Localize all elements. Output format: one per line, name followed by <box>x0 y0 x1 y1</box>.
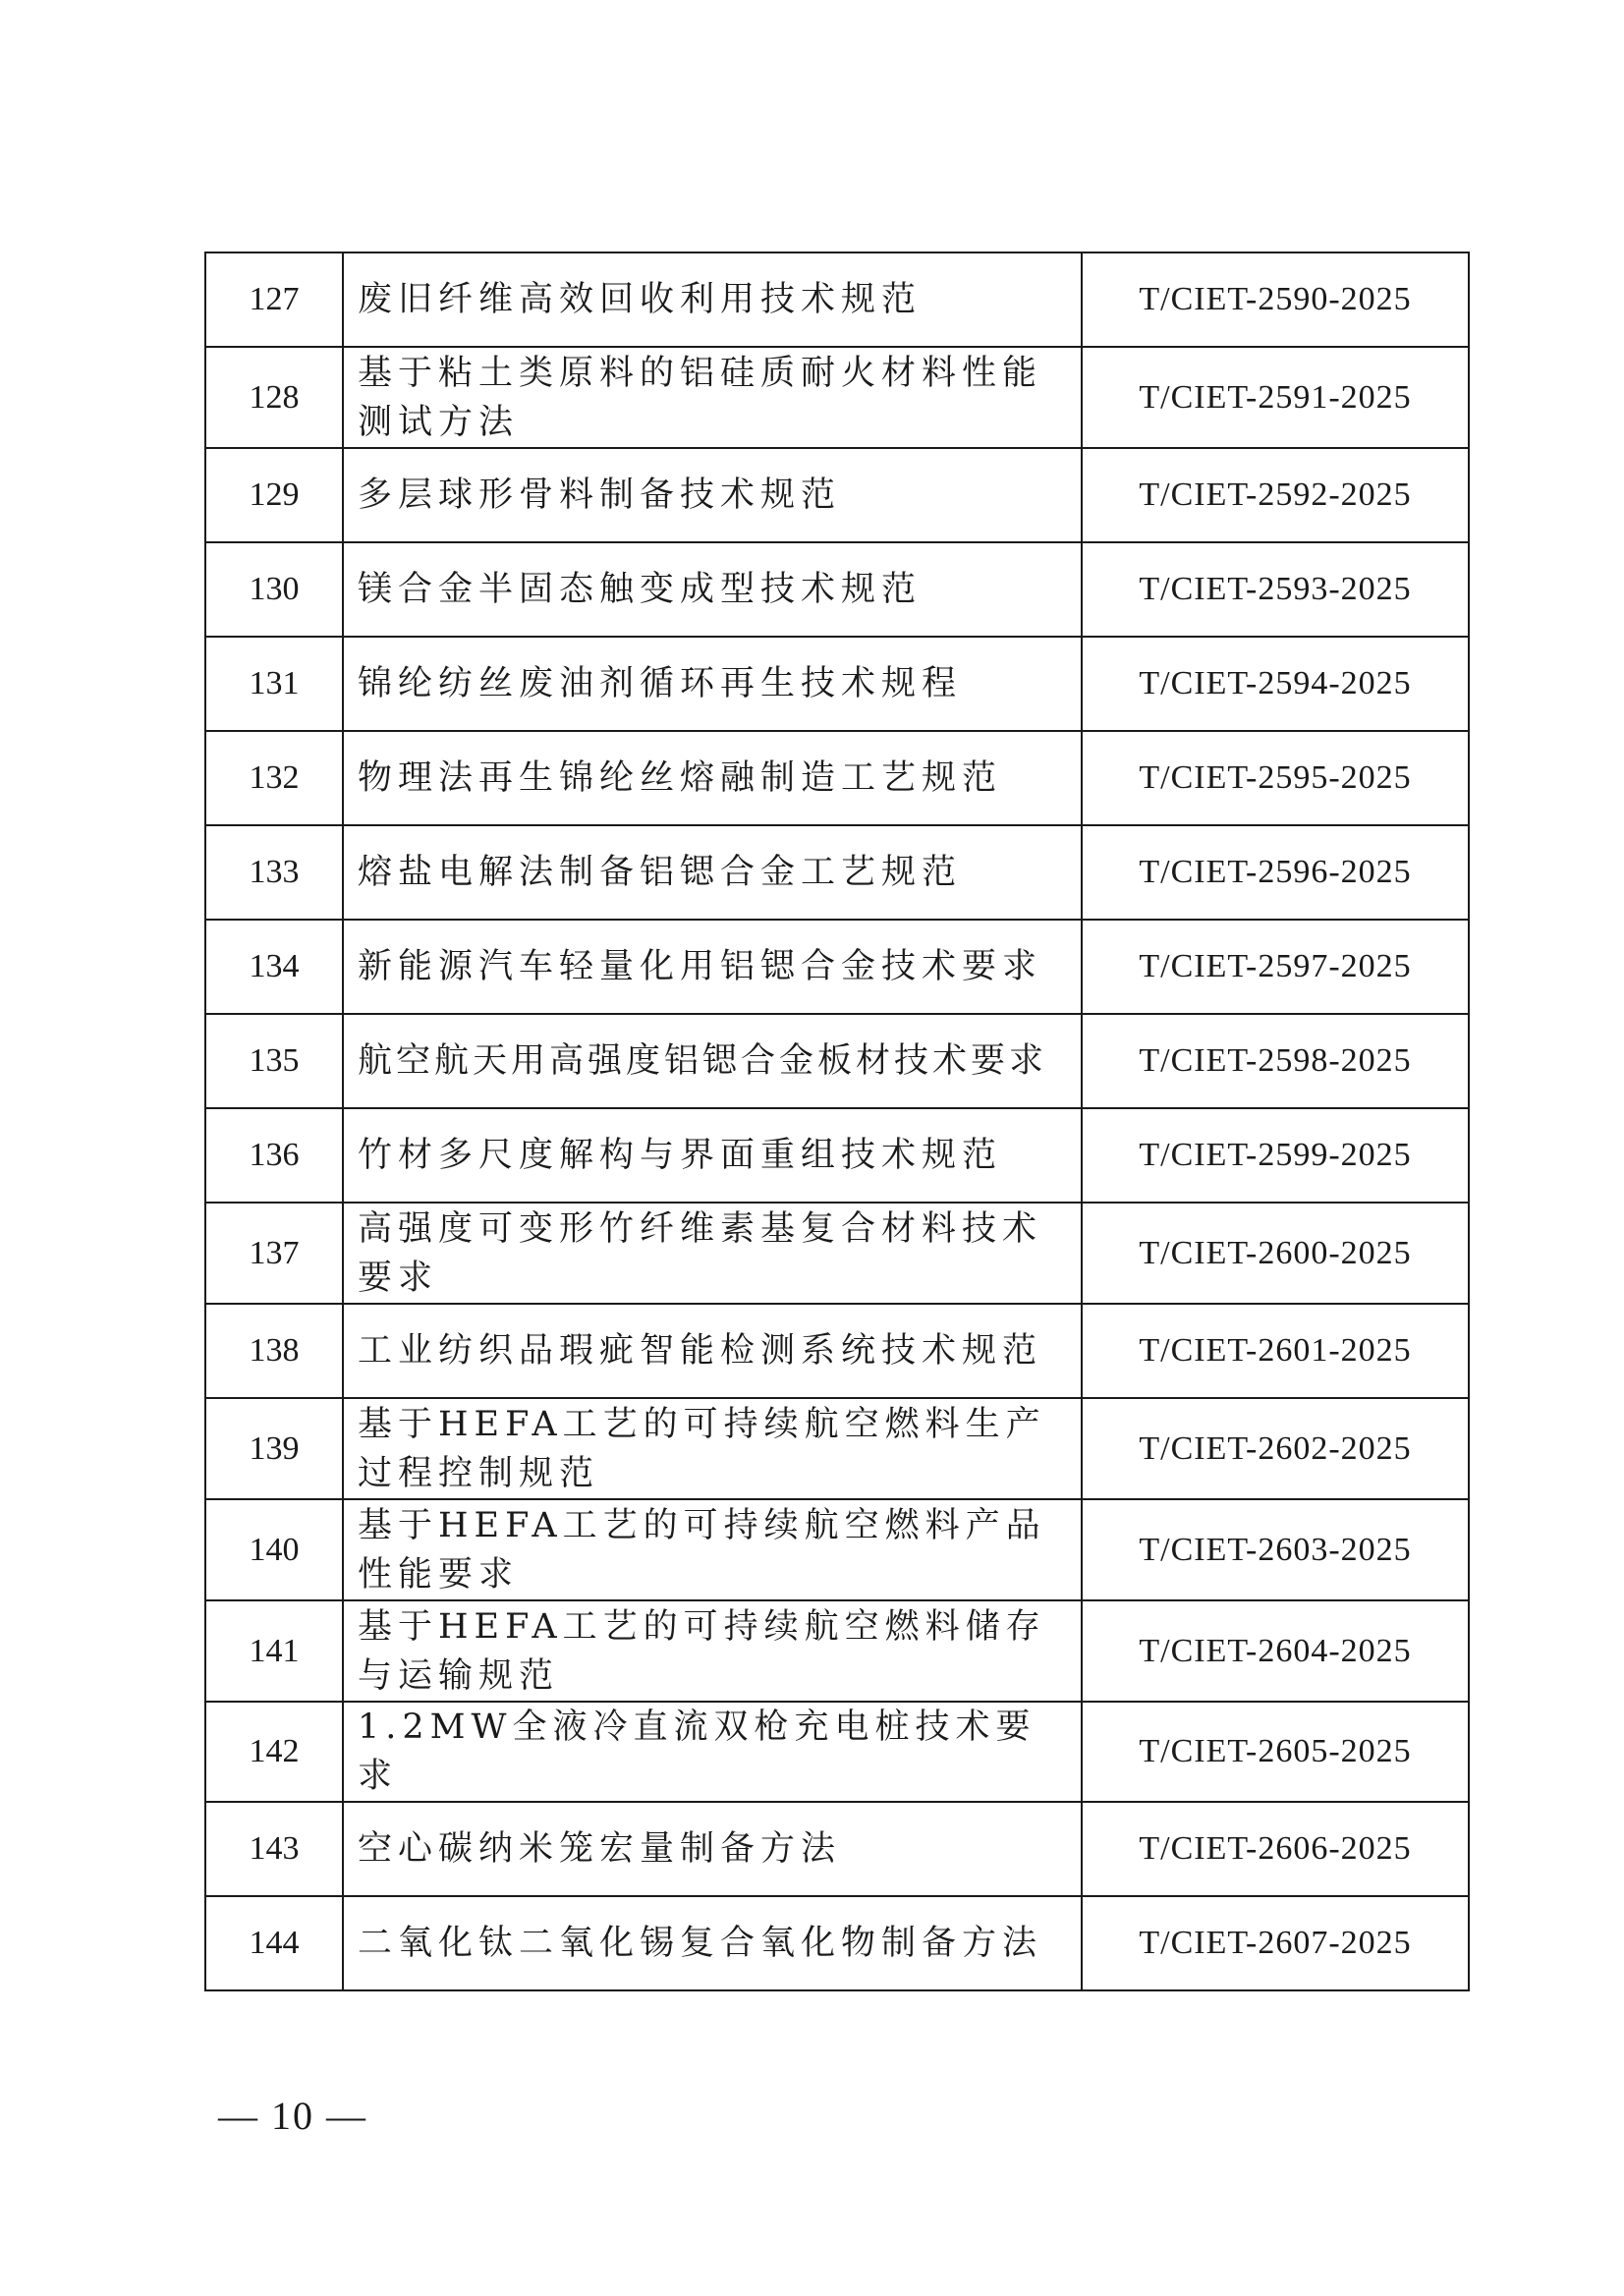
standard-name: 空心碳纳米笼宏量制备方法 <box>343 1802 1082 1896</box>
table-row <box>205 1702 1469 1802</box>
table-row <box>205 1499 1469 1600</box>
standards-table <box>204 252 1470 1991</box>
row-number: 143 <box>205 1802 343 1896</box>
table-row <box>205 1203 1469 1304</box>
standard-code: T/CIET-2606-2025 <box>1082 1802 1469 1896</box>
table-row <box>205 1802 1469 1896</box>
table-row <box>205 731 1469 825</box>
row-number: 139 <box>205 1398 343 1499</box>
standard-code: T/CIET-2597-2025 <box>1082 920 1469 1014</box>
standard-code: T/CIET-2592-2025 <box>1082 448 1469 542</box>
standard-code: T/CIET-2594-2025 <box>1082 637 1469 731</box>
standard-name: 航空航天用高强度铝锶合金板材技术要求 <box>343 1014 1082 1108</box>
standard-name: 基于HEFA工艺的可持续航空燃料产品性能要求 <box>343 1499 1082 1600</box>
standard-code: T/CIET-2591-2025 <box>1082 347 1469 448</box>
standard-name: 高强度可变形竹纤维素基复合材料技术要求 <box>343 1203 1082 1304</box>
standard-code: T/CIET-2593-2025 <box>1082 542 1469 637</box>
row-number: 136 <box>205 1108 343 1203</box>
standard-name: 锦纶纺丝废油剂循环再生技术规程 <box>343 637 1082 731</box>
standard-name: 二氧化钛二氧化锡复合氧化物制备方法 <box>343 1896 1082 1990</box>
standard-code: T/CIET-2590-2025 <box>1082 252 1469 347</box>
standard-code: T/CIET-2604-2025 <box>1082 1600 1469 1702</box>
standard-name: 竹材多尺度解构与界面重组技术规范 <box>343 1108 1082 1203</box>
standard-code: T/CIET-2596-2025 <box>1082 825 1469 920</box>
table-row <box>205 1600 1469 1702</box>
standard-code: T/CIET-2603-2025 <box>1082 1499 1469 1600</box>
row-number: 134 <box>205 920 343 1014</box>
table-row <box>205 1398 1469 1499</box>
standard-name: 新能源汽车轻量化用铝锶合金技术要求 <box>343 920 1082 1014</box>
standard-name: 物理法再生锦纶丝熔融制造工艺规范 <box>343 731 1082 825</box>
standard-code: T/CIET-2605-2025 <box>1082 1702 1469 1802</box>
standard-name: 多层球形骨料制备技术规范 <box>343 448 1082 542</box>
table-row <box>205 542 1469 637</box>
row-number: 130 <box>205 542 343 637</box>
standard-code: T/CIET-2601-2025 <box>1082 1304 1469 1398</box>
table-row <box>205 1304 1469 1398</box>
table-row <box>205 825 1469 920</box>
row-number: 138 <box>205 1304 343 1398</box>
row-number: 135 <box>205 1014 343 1108</box>
standard-code: T/CIET-2598-2025 <box>1082 1014 1469 1108</box>
row-number: 131 <box>205 637 343 731</box>
row-number: 137 <box>205 1203 343 1304</box>
table-row <box>205 1108 1469 1203</box>
row-number: 144 <box>205 1896 343 1990</box>
page-number: — 10 — <box>218 2094 367 2138</box>
row-number: 129 <box>205 448 343 542</box>
table-row <box>205 448 1469 542</box>
table-row <box>205 1896 1469 1990</box>
standard-code: T/CIET-2595-2025 <box>1082 731 1469 825</box>
row-number: 140 <box>205 1499 343 1600</box>
standard-name: 基于HEFA工艺的可持续航空燃料储存与运输规范 <box>343 1600 1082 1702</box>
row-number: 128 <box>205 347 343 448</box>
standard-code: T/CIET-2602-2025 <box>1082 1398 1469 1499</box>
row-number: 127 <box>205 252 343 347</box>
standard-name: 基于HEFA工艺的可持续航空燃料生产过程控制规范 <box>343 1398 1082 1499</box>
row-number: 141 <box>205 1600 343 1702</box>
standard-code: T/CIET-2599-2025 <box>1082 1108 1469 1203</box>
standard-name: 工业纺织品瑕疵智能检测系统技术规范 <box>343 1304 1082 1398</box>
standard-name: 废旧纤维高效回收利用技术规范 <box>343 252 1082 347</box>
standard-code: T/CIET-2600-2025 <box>1082 1203 1469 1304</box>
table-row <box>205 1014 1469 1108</box>
row-number: 142 <box>205 1702 343 1802</box>
row-number: 132 <box>205 731 343 825</box>
row-number: 133 <box>205 825 343 920</box>
table-row <box>205 252 1469 347</box>
standard-code: T/CIET-2607-2025 <box>1082 1896 1469 1990</box>
table-row <box>205 347 1469 448</box>
standard-name: 基于粘土类原料的铝硅质耐火材料性能测试方法 <box>343 347 1082 448</box>
standard-name: 1.2MW全液冷直流双枪充电桩技术要求 <box>343 1702 1082 1802</box>
table-row <box>205 920 1469 1014</box>
standard-name: 熔盐电解法制备铝锶合金工艺规范 <box>343 825 1082 920</box>
table-row <box>205 637 1469 731</box>
standard-name: 镁合金半固态触变成型技术规范 <box>343 542 1082 637</box>
